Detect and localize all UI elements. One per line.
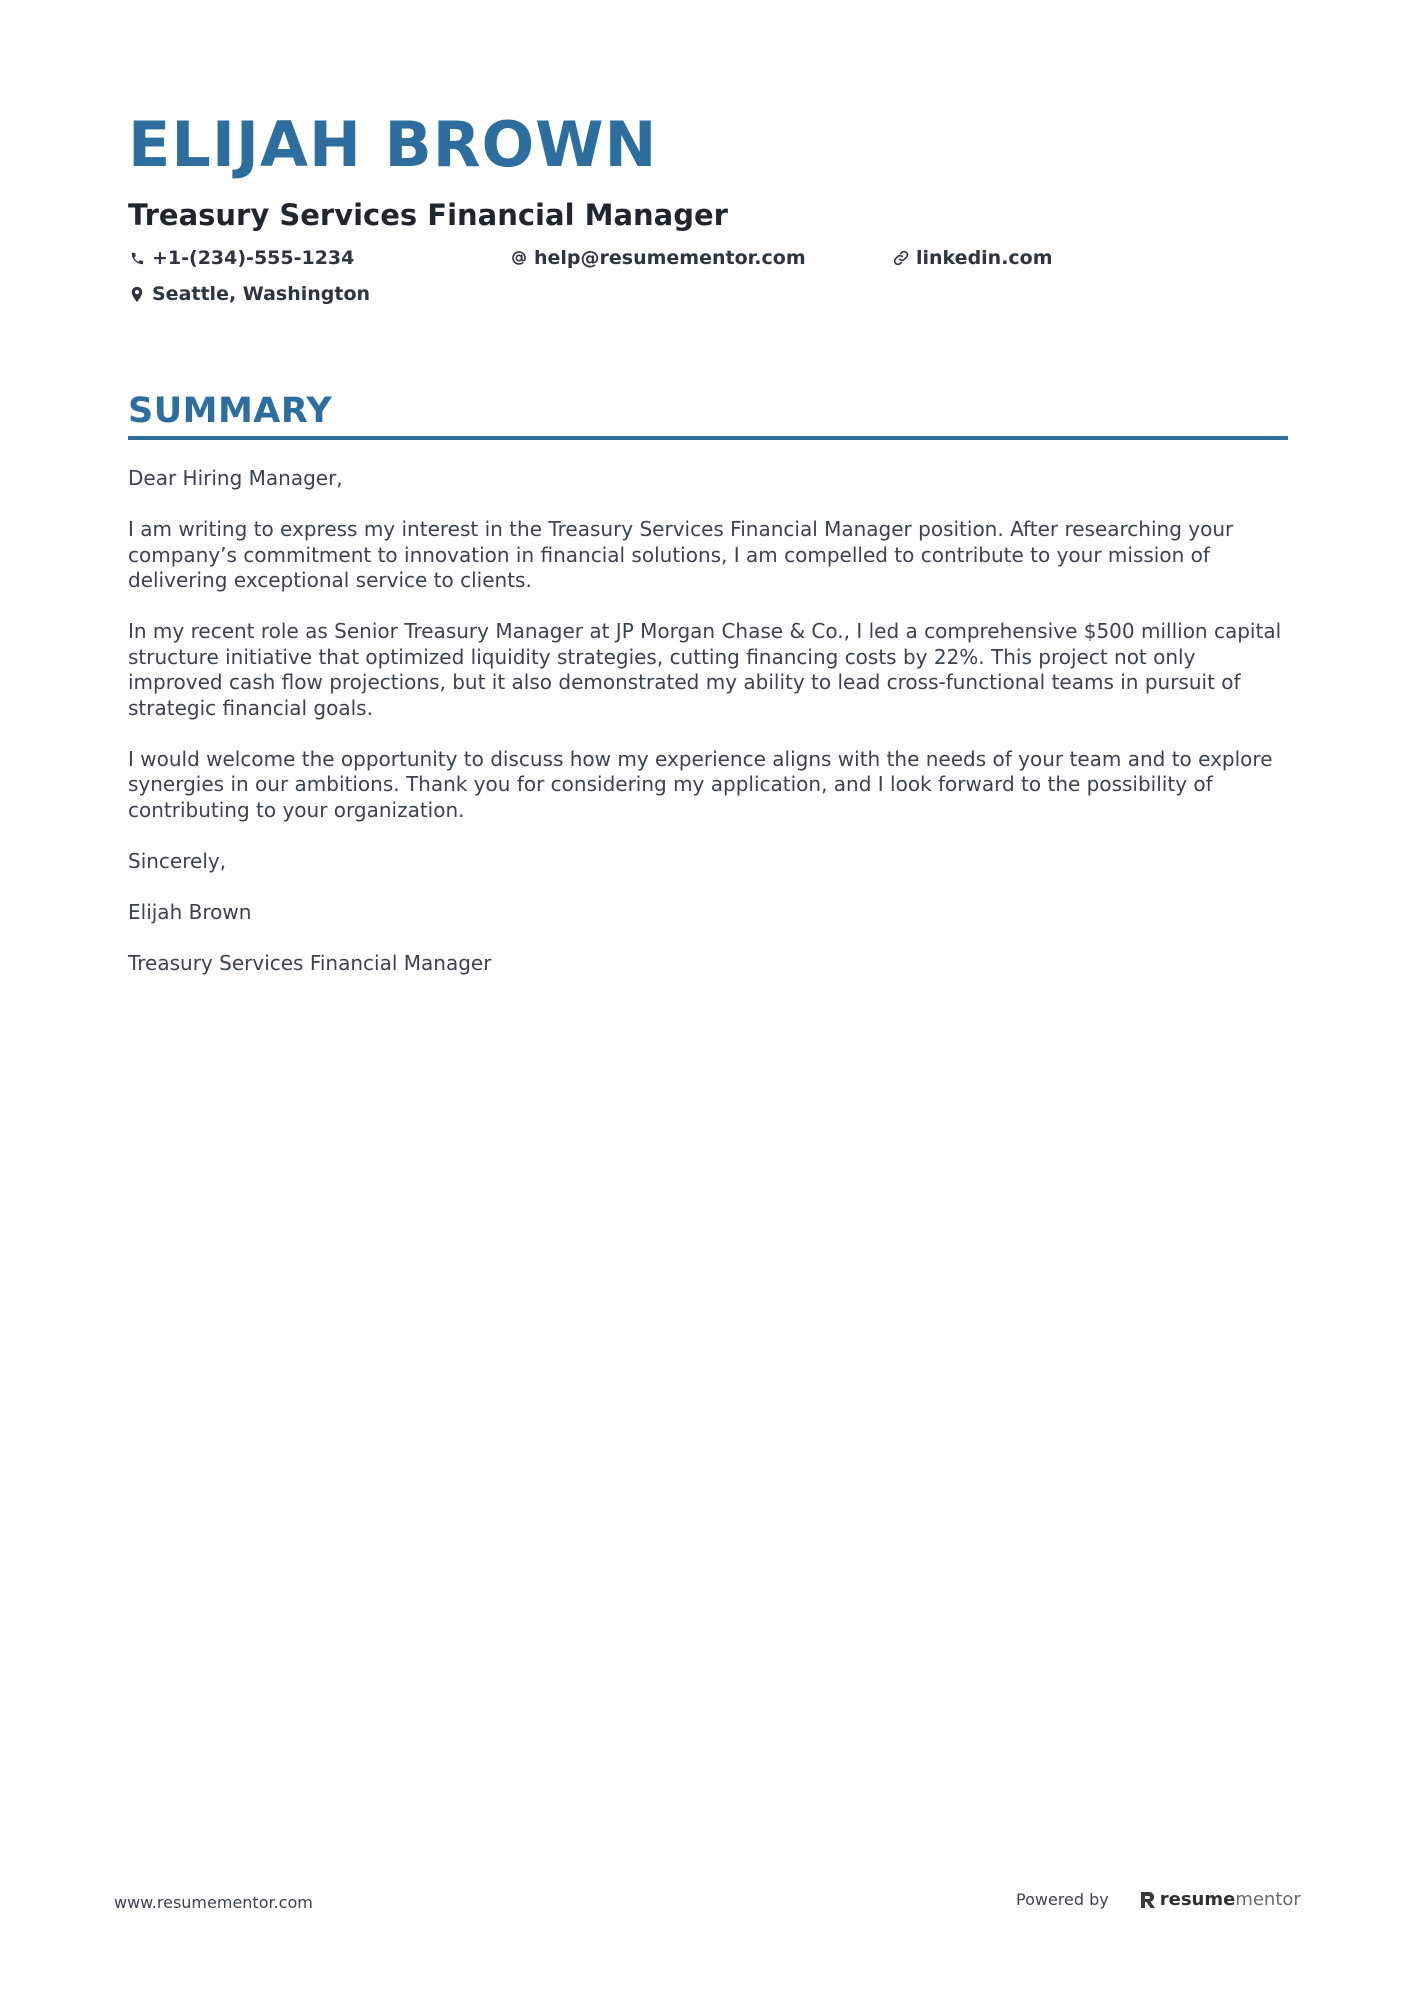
summary-section [128,388,1288,1002]
at-icon [510,249,528,267]
letter-paragraph: I would welcome the opportunity to discuss how my experience aligns with the needs of your team and to explore synergies in our ambitions. Thank you for considering my application, and I look forward to the possibility of contributing to your organization. [128,746,1273,822]
resumementor-logo-icon [1139,1890,1157,1910]
location-text: Seattle, Washington [152,283,371,305]
powered-by [1016,1889,1301,1910]
brand-text-bold: resume [1159,1889,1236,1910]
email-text: help@resumementor.com [534,247,806,269]
contact-phone [128,247,354,269]
section-divider [128,436,1288,440]
signature-name: Elijah Brown [128,899,252,924]
location-pin-icon [128,285,146,303]
header [128,105,1288,327]
letter-body [128,466,1288,976]
phone-text: +1-(234)-555-1234 [152,247,355,269]
linkedin-text: linkedin.com [916,247,1053,269]
brand-logo[interactable] [1139,1889,1301,1910]
section-heading: SUMMARY [128,391,333,431]
candidate-name: ELIJAH BROWN [128,108,658,181]
letter-paragraph: I am writing to express my interest in the Treasury Services Financial Manager position. After researching your company’s commitment to innovation in financial solutions, I am compelled to contribute to your mission of delivering exceptional service to clients. [128,517,1234,592]
powered-by-label: Powered by [1016,1890,1109,1909]
link-icon [892,249,910,267]
contact-email [510,247,806,269]
contact-location [128,283,370,305]
closing: Sincerely, [128,848,227,873]
footer-website[interactable]: www.resumementor.com [114,1893,313,1912]
salutation: Dear Hiring Manager, [128,466,343,490]
contact-linkedin [892,247,1053,269]
contact-info [128,247,1288,327]
phone-icon [128,249,146,267]
brand-text-light: mentor [1235,1889,1301,1910]
signature-title: Treasury Services Financial Manager [128,950,492,975]
letter-paragraph: In my recent role as Senior Treasury Manager at JP Morgan Chase & Co., I led a comprehensive $500 million capital structure initiative that optimized liquidity strategies, cutting financing costs by 22%. This project not only improved cash flow projections, but it also demonstrated my ability to lead cross-functional teams in pursuit of strategic financial goals. [128,619,1282,720]
job-title: Treasury Services Financial Manager [128,198,728,232]
